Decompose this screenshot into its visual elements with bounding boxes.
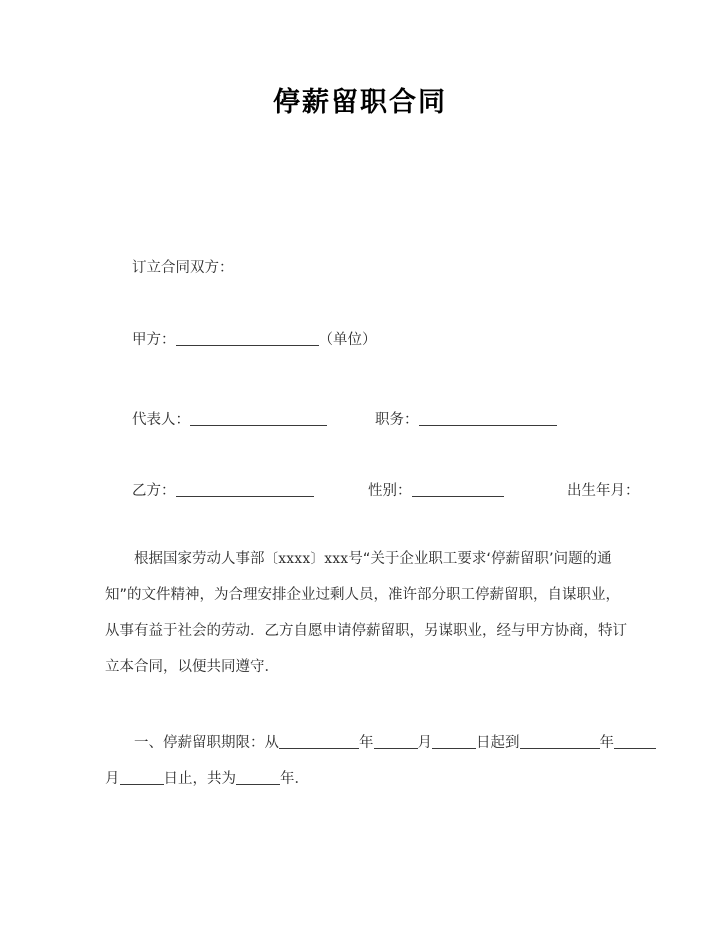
clause-one-text-4: 日起到	[476, 735, 520, 751]
preamble-document-number: 〔xxxx〕xxx	[264, 551, 349, 567]
job-title-label: 职务：	[375, 412, 419, 428]
gender-label: 性别：	[368, 483, 412, 499]
start-year-input[interactable]	[279, 735, 359, 749]
preamble-line-3: 从事有益于社会的劳动．乙方自愿申请停薪留职，另谋职业，经与甲方协商，特订	[105, 623, 627, 639]
start-month-input[interactable]	[374, 735, 418, 749]
end-day-input[interactable]	[120, 771, 164, 785]
preamble-paragraph	[105, 541, 627, 685]
representative-row	[132, 410, 327, 430]
gender-input[interactable]	[412, 483, 504, 497]
birth-date-label: 出生年月：	[567, 483, 640, 499]
preamble-line-1-part-a: 根据国家劳动人事部	[134, 551, 265, 567]
clause-one-text-3: 月	[417, 735, 432, 751]
job-title-input[interactable]	[419, 412, 557, 426]
party-b-row	[132, 481, 314, 501]
clause-one-text-1: 停薪留职期限：从	[163, 735, 279, 751]
party-a-label: 甲方：	[132, 332, 176, 348]
total-years-input[interactable]	[236, 771, 280, 785]
gender-row	[368, 481, 504, 501]
party-b-label: 乙方：	[132, 483, 176, 499]
party-a-input[interactable]	[176, 332, 319, 346]
end-year-input[interactable]	[520, 735, 600, 749]
clause-one	[105, 725, 625, 797]
party-a-suffix: （单位）	[318, 332, 377, 348]
clause-one-text-7: 日止，共为	[163, 771, 236, 787]
clause-one-text-5: 年	[599, 735, 614, 751]
clause-one-line-1	[105, 725, 625, 761]
representative-label: 代表人：	[132, 412, 190, 428]
end-month-input-part[interactable]	[614, 735, 656, 749]
party-b-input[interactable]	[176, 483, 314, 497]
preamble-line-1	[105, 541, 621, 577]
birth-date-row	[567, 481, 640, 501]
page-title: 停薪留职合同	[273, 87, 447, 118]
clause-one-text-8: 年．	[280, 771, 309, 787]
clause-one-text-6: 月	[105, 771, 120, 787]
representative-input[interactable]	[190, 412, 327, 426]
preamble-line-2: 知”的文件精神，为合理安排企业过剩人员，准许部分职工停薪留职，自谋职业，	[105, 587, 621, 603]
clause-one-marker: 一、	[134, 735, 163, 751]
parties-heading: 订立合同双方：	[132, 260, 234, 276]
party-a-row	[132, 330, 377, 350]
clause-one-text-2: 年	[359, 735, 374, 751]
clause-one-line-2	[105, 761, 625, 797]
job-title-row	[375, 410, 557, 430]
preamble-line-1-part-b: 号“关于企业职工要求‘停薪留职’问题的通	[348, 551, 612, 567]
preamble-line-4: 立本合同，以便共同遵守．	[105, 659, 279, 675]
start-day-input[interactable]	[432, 735, 476, 749]
